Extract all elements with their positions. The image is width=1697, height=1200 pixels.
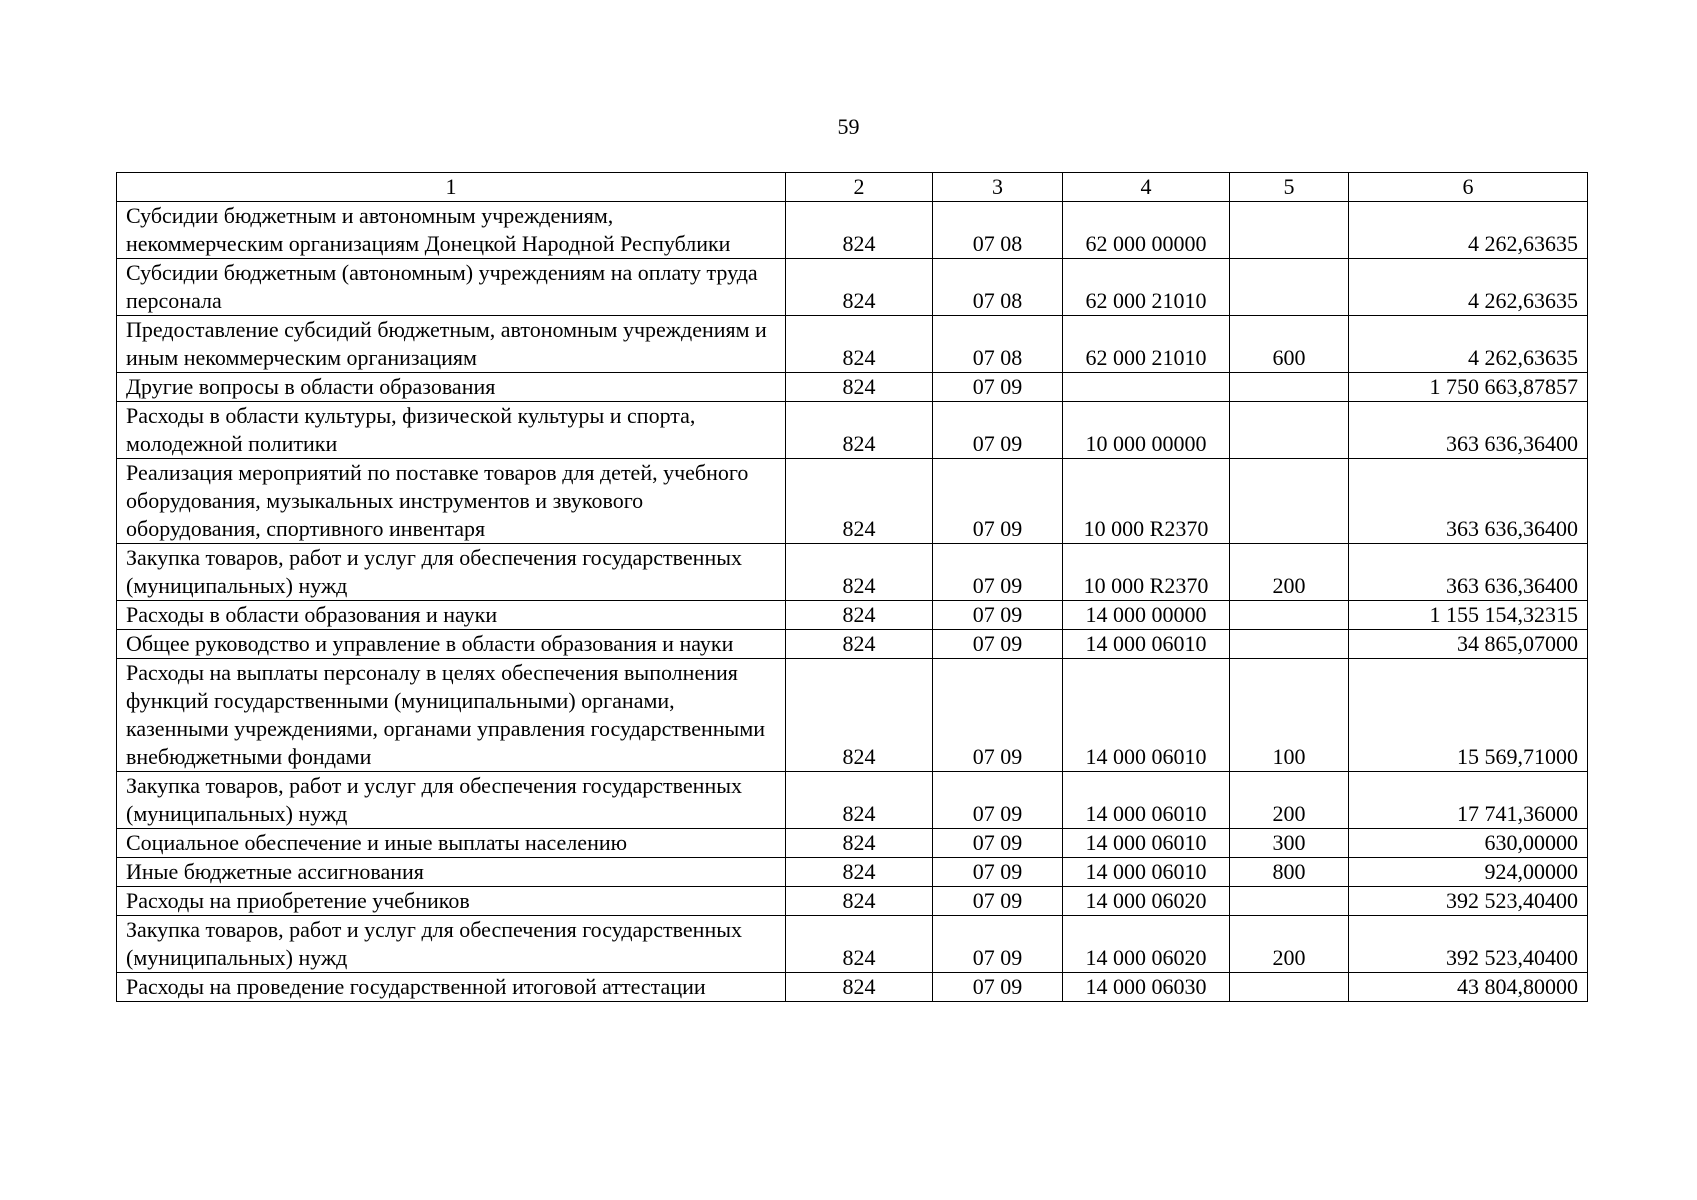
row-admin-code: 824 [786, 659, 933, 772]
row-admin-code: 824 [786, 259, 933, 316]
row-section-code: 07 09 [933, 659, 1063, 772]
table-row [117, 630, 1588, 659]
row-admin-code: 824 [786, 544, 933, 601]
row-amount: 15 569,71000 [1349, 659, 1588, 772]
table-row [117, 459, 1588, 544]
row-amount: 363 636,36400 [1349, 544, 1588, 601]
row-expense-type: 200 [1230, 916, 1349, 973]
row-target-code: 14 000 06010 [1063, 858, 1230, 887]
row-section-code: 07 09 [933, 829, 1063, 858]
row-section-code: 07 08 [933, 316, 1063, 373]
table-row [117, 916, 1588, 973]
row-expense-type [1230, 259, 1349, 316]
row-amount: 1 750 663,87857 [1349, 373, 1588, 402]
table-row [117, 402, 1588, 459]
budget-table [116, 172, 1588, 1002]
row-expense-type [1230, 202, 1349, 259]
row-target-code: 14 000 06020 [1063, 916, 1230, 973]
row-name: Закупка товаров, работ и услуг для обеспечения государственных (муниципальных) нужд [117, 772, 786, 829]
row-admin-code: 824 [786, 601, 933, 630]
row-name: Расходы на проведение государственной итоговой аттестации [117, 973, 786, 1002]
table-row [117, 973, 1588, 1002]
row-target-code: 10 000 R2370 [1063, 544, 1230, 601]
row-section-code: 07 09 [933, 887, 1063, 916]
header-row [117, 173, 1588, 202]
row-admin-code: 824 [786, 316, 933, 373]
row-expense-type: 300 [1230, 829, 1349, 858]
row-target-code [1063, 373, 1230, 402]
row-amount: 630,00000 [1349, 829, 1588, 858]
column-header-1: 1 [117, 173, 786, 202]
row-expense-type [1230, 887, 1349, 916]
table-row [117, 316, 1588, 373]
table-row [117, 259, 1588, 316]
row-name: Субсидии бюджетным и автономным учреждениям, некоммерческим организациям Донецкой Народной Республики [117, 202, 786, 259]
row-admin-code: 824 [786, 459, 933, 544]
row-amount: 4 262,63635 [1349, 259, 1588, 316]
row-amount: 34 865,07000 [1349, 630, 1588, 659]
column-header-5: 5 [1230, 173, 1349, 202]
row-target-code: 62 000 00000 [1063, 202, 1230, 259]
row-expense-type [1230, 459, 1349, 544]
column-header-6: 6 [1349, 173, 1588, 202]
column-header-3: 3 [933, 173, 1063, 202]
row-amount: 43 804,80000 [1349, 973, 1588, 1002]
row-amount: 17 741,36000 [1349, 772, 1588, 829]
row-admin-code: 824 [786, 772, 933, 829]
row-admin-code: 824 [786, 373, 933, 402]
row-expense-type [1230, 402, 1349, 459]
row-section-code: 07 09 [933, 916, 1063, 973]
page-number: 59 [837, 114, 860, 139]
row-section-code: 07 09 [933, 373, 1063, 402]
row-target-code: 14 000 06020 [1063, 887, 1230, 916]
row-admin-code: 824 [786, 916, 933, 973]
row-name: Общее руководство и управление в области образования и науки [117, 630, 786, 659]
row-expense-type: 600 [1230, 316, 1349, 373]
row-section-code: 07 09 [933, 630, 1063, 659]
row-name: Другие вопросы в области образования [117, 373, 786, 402]
row-name: Расходы на выплаты персоналу в целях обеспечения выполнения функций государственными (муниципальными) органами, казенными учреждениями, органами управления государственными внебюджетными фондами [117, 659, 786, 772]
row-admin-code: 824 [786, 887, 933, 916]
row-admin-code: 824 [786, 202, 933, 259]
row-section-code: 07 09 [933, 858, 1063, 887]
row-section-code: 07 09 [933, 973, 1063, 1002]
table-row [117, 601, 1588, 630]
row-target-code: 62 000 21010 [1063, 259, 1230, 316]
row-expense-type: 200 [1230, 544, 1349, 601]
row-expense-type [1230, 373, 1349, 402]
row-section-code: 07 09 [933, 402, 1063, 459]
column-header-4: 4 [1063, 173, 1230, 202]
row-name: Социальное обеспечение и иные выплаты населению [117, 829, 786, 858]
row-expense-type: 100 [1230, 659, 1349, 772]
row-name: Расходы в области культуры, физической культуры и спорта, молодежной политики [117, 402, 786, 459]
row-name: Субсидии бюджетным (автономным) учреждениям на оплату труда персонала [117, 259, 786, 316]
table-row [117, 373, 1588, 402]
row-section-code: 07 09 [933, 772, 1063, 829]
row-target-code: 10 000 R2370 [1063, 459, 1230, 544]
row-target-code: 14 000 00000 [1063, 601, 1230, 630]
row-admin-code: 824 [786, 402, 933, 459]
row-amount: 392 523,40400 [1349, 916, 1588, 973]
row-expense-type: 800 [1230, 858, 1349, 887]
row-target-code: 14 000 06030 [1063, 973, 1230, 1002]
row-amount: 392 523,40400 [1349, 887, 1588, 916]
table-row [117, 858, 1588, 887]
row-admin-code: 824 [786, 973, 933, 1002]
row-section-code: 07 09 [933, 459, 1063, 544]
row-admin-code: 824 [786, 829, 933, 858]
row-section-code: 07 08 [933, 259, 1063, 316]
row-amount: 363 636,36400 [1349, 459, 1588, 544]
table-row [117, 202, 1588, 259]
row-target-code: 14 000 06010 [1063, 829, 1230, 858]
row-target-code: 14 000 06010 [1063, 630, 1230, 659]
row-amount: 4 262,63635 [1349, 316, 1588, 373]
row-expense-type: 200 [1230, 772, 1349, 829]
row-name: Закупка товаров, работ и услуг для обеспечения государственных (муниципальных) нужд [117, 916, 786, 973]
row-section-code: 07 09 [933, 601, 1063, 630]
row-expense-type [1230, 630, 1349, 659]
row-admin-code: 824 [786, 858, 933, 887]
row-section-code: 07 08 [933, 202, 1063, 259]
row-target-code: 14 000 06010 [1063, 659, 1230, 772]
row-amount: 924,00000 [1349, 858, 1588, 887]
table-row [117, 544, 1588, 601]
row-name: Расходы на приобретение учебников [117, 887, 786, 916]
row-name: Расходы в области образования и науки [117, 601, 786, 630]
table-row [117, 659, 1588, 772]
row-amount: 1 155 154,32315 [1349, 601, 1588, 630]
row-name: Реализация мероприятий по поставке товаров для детей, учебного оборудования, музыкальных инструментов и звукового оборудования, спортивного инвентаря [117, 459, 786, 544]
row-section-code: 07 09 [933, 544, 1063, 601]
row-admin-code: 824 [786, 630, 933, 659]
table-row [117, 772, 1588, 829]
row-expense-type [1230, 601, 1349, 630]
row-target-code: 14 000 06010 [1063, 772, 1230, 829]
table-row [117, 829, 1588, 858]
row-expense-type [1230, 973, 1349, 1002]
row-name: Закупка товаров, работ и услуг для обеспечения государственных (муниципальных) нужд [117, 544, 786, 601]
row-name: Иные бюджетные ассигнования [117, 858, 786, 887]
row-amount: 4 262,63635 [1349, 202, 1588, 259]
row-amount: 363 636,36400 [1349, 402, 1588, 459]
row-target-code: 10 000 00000 [1063, 402, 1230, 459]
row-name: Предоставление субсидий бюджетным, автономным учреждениям и иным некоммерческим организациям [117, 316, 786, 373]
table-row [117, 887, 1588, 916]
column-header-2: 2 [786, 173, 933, 202]
row-target-code: 62 000 21010 [1063, 316, 1230, 373]
